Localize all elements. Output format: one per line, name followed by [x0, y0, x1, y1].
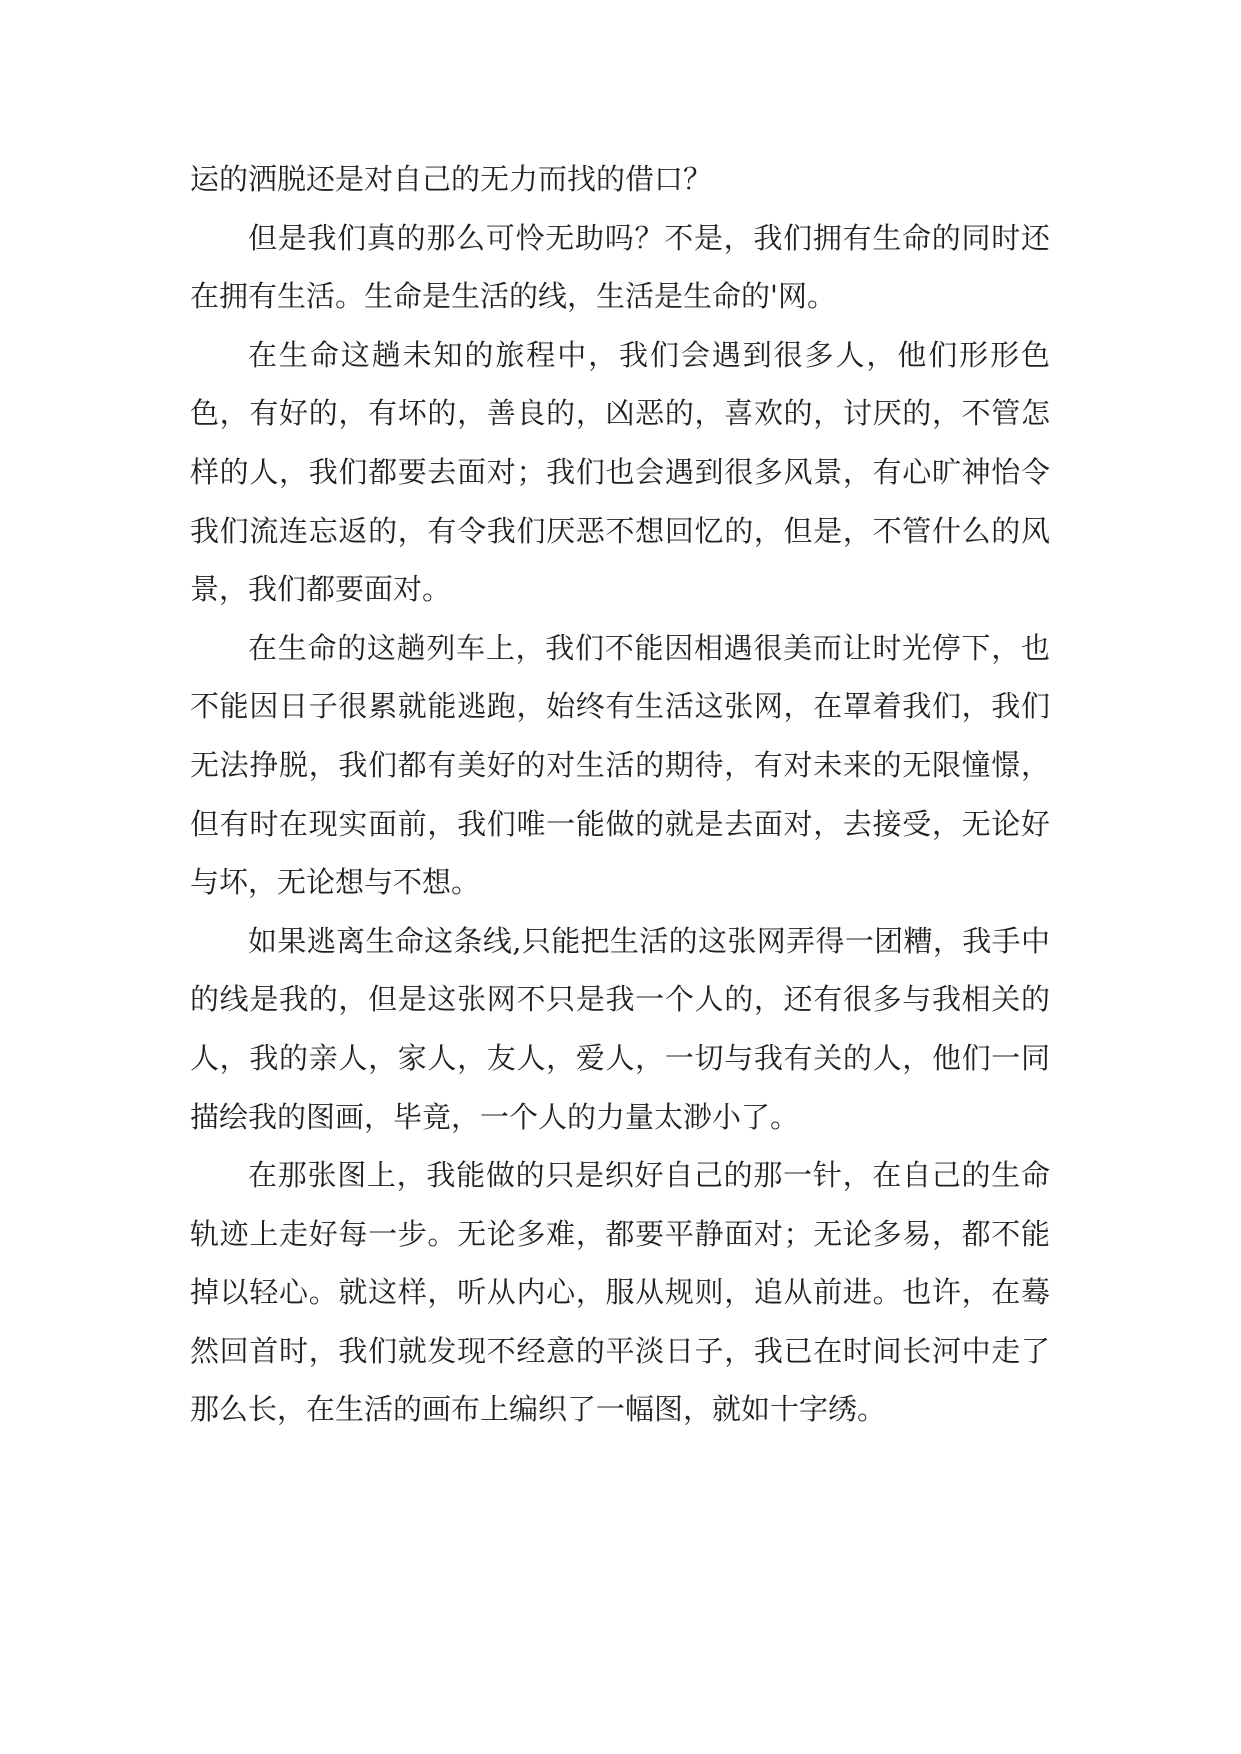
- paragraph: 在生命这趟未知的旅程中，我们会遇到很多人，他们形形色色，有好的，有坏的，善良的，凶恶的，喜欢的，讨厌的，不管怎样的人，我们都要去面对；我们也会遇到很多风景，有心旷神怡令我们流连忘返的，有令我们厌恶不想回忆的，但是，不管什么的风景，我们都要面对。: [190, 337, 1050, 607]
- paragraph: 在那张图上，我能做的只是织好自己的那一针，在自己的生命轨迹上走好每一步。无论多难，都要平静面对；无论多易，都不能掉以轻心。就这样，听从内心，服从规则，追从前进。也许，在蓦然回首时，我们就发现不经意的平淡日子，我已在时间长河中走了那么长，在生活的画布上编织了一幅图，就如十字绣。: [190, 1158, 1050, 1427]
- paragraph: 但是我们真的那么可怜无助吗？不是，我们拥有生命的同时还在拥有生活。生命是生活的线，生活是生命的'网。: [190, 220, 1050, 314]
- paragraph: 在生命的这趟列车上，我们不能因相遇很美而让时光停下，也不能因日子很累就能逃跑，始终有生活这张网，在罩着我们，我们无法挣脱，我们都有美好的对生活的期待，有对未来的无限憧憬，但有时在现实面前，我们唯一能做的就是去面对，去接受，无论好与坏，无论想与不想。: [190, 630, 1050, 900]
- document-body: [190, 150, 1050, 1439]
- paragraph: 如果逃离生命这条线,只能把生活的这张网弄得一团糟，我手中的线是我的，但是这张网不只是我一个人的，还有很多与我相关的人，我的亲人，家人，友人，爱人，一切与我有关的人，他们一同描绘我的图画，毕竟，一个人的力量太渺小了。: [190, 923, 1050, 1134]
- paragraph-continuation: 运的洒脱还是对自己的无力而找的借口？: [190, 162, 713, 196]
